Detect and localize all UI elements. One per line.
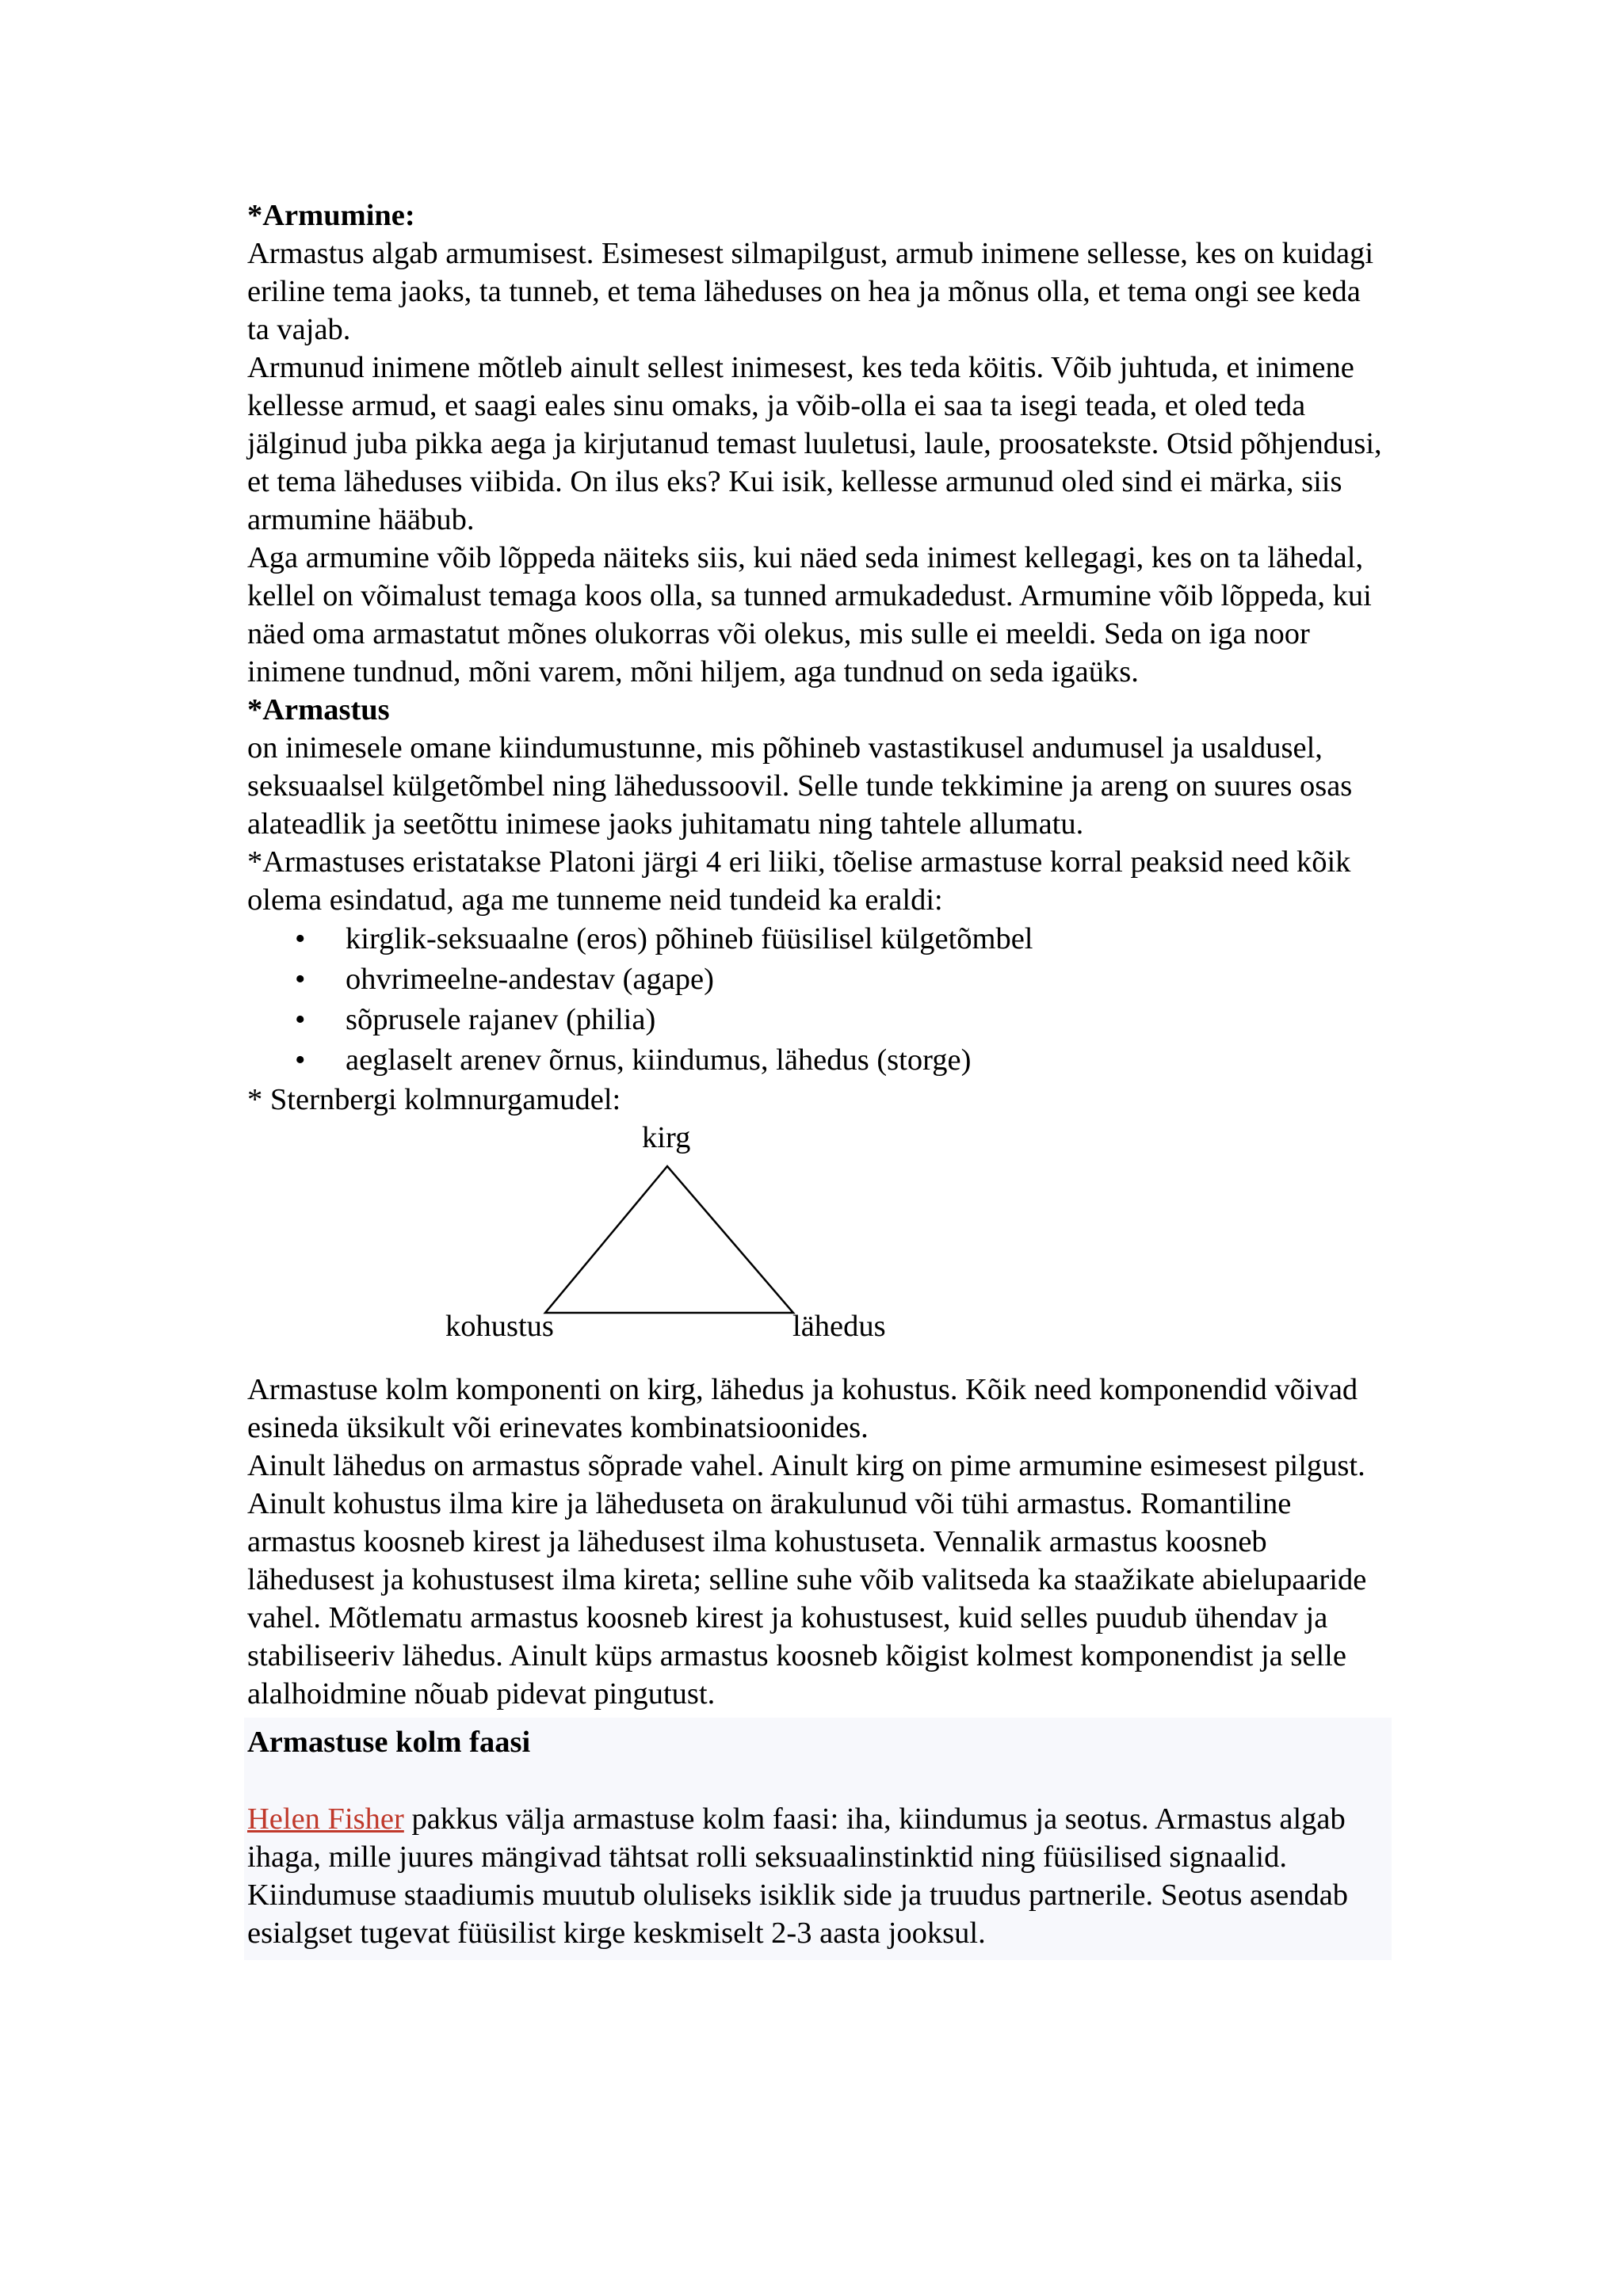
helen-fisher-link[interactable]: Helen Fisher <box>247 1802 404 1836</box>
list-item-text: aeglaselt arenev õrnus, kiindumus, lähedus (storge) <box>346 1043 972 1077</box>
triangle-shape <box>545 1166 793 1313</box>
bullet-icon: • <box>295 922 306 955</box>
diagram-label-lahedus: lähedus <box>792 1310 886 1343</box>
armumine-paragraph-2: Armunud inimene mõtleb ainult sellest inimesest, kes teda köitis. Võib juhtuda, et inimene kellesse armud, et saagi eales sinu omaks, ja võib-olla ei saa ta isegi teada, et oled teda jälginud juba pikka aega ja kirjutanud temast luuletusi, laule, proosatekste. Otsid põhjendusi, et tema läheduses viibida. On ilus eks? Kui isik, kellesse armunud oled sind ei märka, siis armumine hääbub. <box>247 351 1382 536</box>
list-item <box>247 1000 1388 1040</box>
list-item <box>247 919 1388 959</box>
list-item <box>247 1040 1388 1081</box>
armastus-heading: *Armastus <box>247 693 390 727</box>
list-item-text: ohvrimeelne-andestav (agape) <box>346 963 714 996</box>
bullet-icon: • <box>295 1003 306 1036</box>
phases-heading: Armastuse kolm faasi <box>247 1726 531 1759</box>
list-item-text: sõprusele rajanev (philia) <box>346 1003 656 1036</box>
armumine-paragraph-3: Aga armumine võib lõppeda näiteks siis, kui näed seda inimest kellegagi, kes on ta lähedal, kellel on võimalust temaga koos olla, sa tunned armukadedust. Armumine võib lõppeda, kui näed oma armastatut mõnes olukorras või olekus, mis sulle ei meeldi. Seda on iga noor inimene tundnud, mõni varem, mõni hiljem, aga tundnud on seda igaüks. <box>247 541 1372 688</box>
phases-paragraph-text: pakkus välja armastuse kolm faasi: iha, kiindumus ja seotus. Armastus algab ihaga, mille juures mängivad tähtsat rolli seksuaalinstinktid ning füüsilised signaalid. Kiindumuse staadiumis muutub oluliseks isiklik side ja truudus partnerile. Seotus asendab esialgset tugevat füüsilist kirge keskmiselt 2-3 aasta jooksul. <box>247 1802 1349 1950</box>
list-item-text: kirglik-seksuaalne (eros) põhineb füüsilisel külgetõmbel <box>346 922 1033 955</box>
list-item <box>247 959 1388 1000</box>
armastus-paragraph-2: *Armastuses eristatakse Platoni järgi 4 eri liiki, tõelise armastuse korral peaksid need kõik olema esindatud, aga me tunneme neid tundeid ka eraldi: <box>247 845 1351 917</box>
diagram-label-kohustus: kohustus <box>445 1310 554 1343</box>
armastus-paragraph-1: on inimesele omane kiindumustunne, mis põhineb vastastikusel andumusel ja usaldusel, seksuaalsel külgetõmbel ning lähedussoovil. Selle tunde tekkimine ja areng on suures osas alateadlik ja seetõttu inimese jaoks juhitamatu ning tahtele allumatu. <box>247 731 1353 841</box>
section-spacer <box>247 1761 1392 1800</box>
sternberg-heading: * Sternbergi kolmnurgamudel: <box>247 1083 621 1116</box>
armumine-heading: *Armumine: <box>247 199 415 232</box>
sternberg-triangle-diagram <box>247 1119 1388 1371</box>
document-page <box>247 196 1388 1960</box>
bullet-icon: • <box>295 1043 306 1077</box>
love-types-list <box>247 919 1388 1081</box>
sternberg-paragraph-2: Ainult lähedus on armastus sõprade vahel. Ainult kirg on pime armumine esimesest pilgust. Ainult kohustus ilma kire ja läheduseta on ärakulunud või tühi armastus. Romantiline armastus koosneb kirest ja lähedusest ilma kohustuseta. Vennalik armastus koosneb lähedusest ja kohustusest ilma kireta; selline suhe võib valitseda ka staažikate abielupaaride vahel. Mõtlematu armastus koosneb kirest ja kohustusest, kuid selles puudub ühendav ja stabiliseeriv lähedus. Ainult küps armastus koosneb kõigist kolmest komponendist ja selle alalhoidmine nõuab pidevat pingutust. <box>247 1449 1367 1711</box>
armumine-paragraph-1: Armastus algab armumisest. Esimesest silmapilgust, armub inimene sellesse, kes on kuidagi eriline tema jaoks, ta tunneb, et tema läheduses on hea ja mõnus olla, et tema ongi see keda ta vajab. <box>247 237 1374 346</box>
sternberg-paragraph-1: Armastuse kolm komponenti on kirg, lähedus ja kohustus. Kõik need komponendid võivad esineda üksikult või erinevates kombinatsioonides. <box>247 1373 1358 1444</box>
phases-section <box>244 1718 1392 1960</box>
diagram-label-kirg: kirg <box>642 1121 691 1154</box>
bullet-icon: • <box>295 963 306 996</box>
phases-paragraph <box>247 1800 1392 1952</box>
